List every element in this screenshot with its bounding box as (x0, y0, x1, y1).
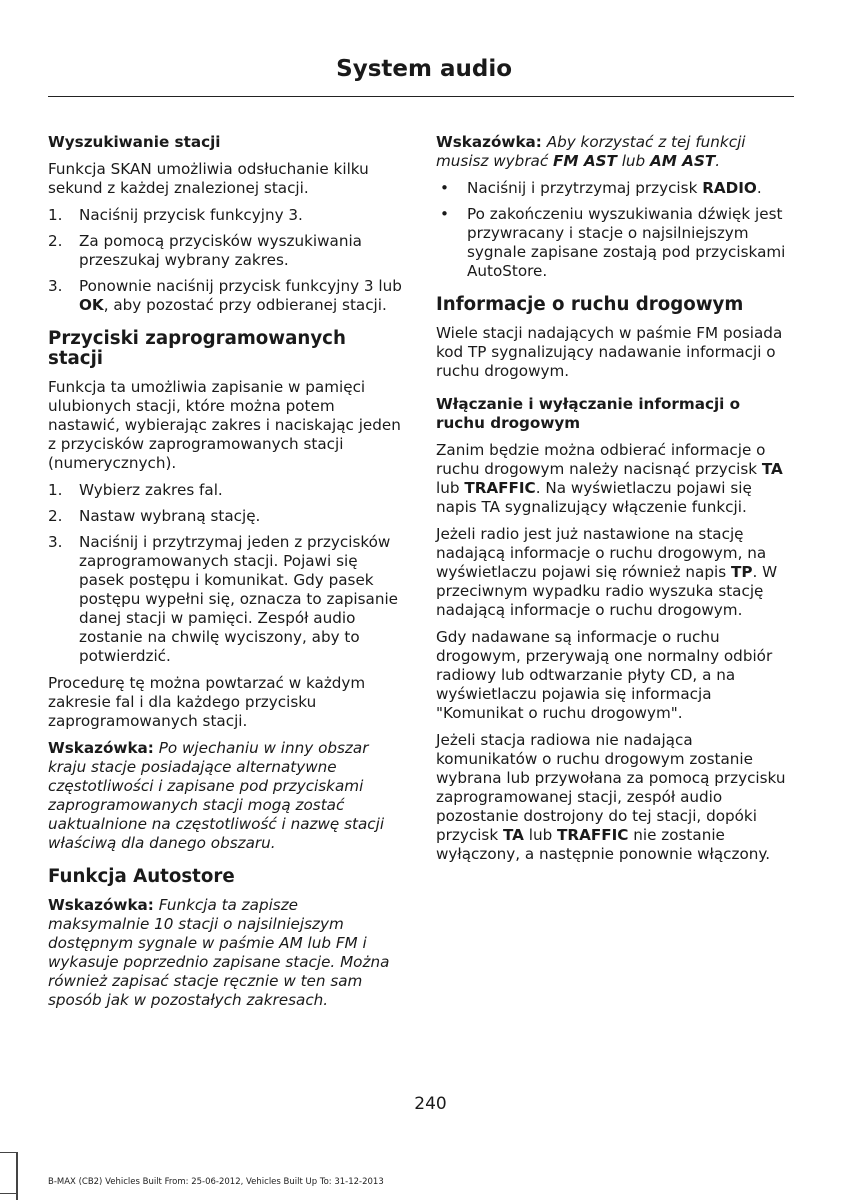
ta-key: TA (502, 826, 524, 844)
bullet-text: Po zakończeniu wyszukiwania dźwięk jest przywracany i stacje o najsilniejszym sygnale zapisane zostają pod przyciskami AutoStore. (467, 205, 786, 280)
bullet-text: . (756, 179, 762, 197)
step-text: , aby pozostać przy odbieranej stacji. (103, 296, 387, 314)
traffic-key: TRAFFIC (557, 826, 629, 844)
list-item (48, 481, 402, 500)
presets-note (48, 739, 402, 853)
step-text: Ponownie naciśnij przycisk funkcyjny 3 lub (79, 277, 402, 295)
list-item (436, 205, 792, 281)
left-column (48, 133, 402, 1018)
traffic-paragraph-3: Gdy nadawane są informacje o ruchu drogowym, przerywają one normalny odbiór radiowy lub odtwarzanie płyty CD, a na wyświetlaczu pojawia się informacja "Komunikat o ruchu drogowym". (436, 628, 773, 722)
list-item (48, 277, 402, 315)
traffic-heading: Informacje o ruchu drogowym (436, 294, 744, 315)
ta-key: TA (761, 460, 783, 478)
bullet-mark: • (440, 179, 449, 197)
right-column (436, 133, 792, 872)
autostore-heading: Funkcja Autostore (48, 866, 235, 887)
step-number: 1. (48, 206, 63, 224)
header-rule (48, 96, 794, 97)
note-label: Wskazówka: (48, 739, 154, 757)
ok-key: OK (79, 296, 104, 314)
autostore-requirement-note (436, 133, 792, 171)
note-text: . (715, 152, 721, 170)
step-number: 2. (48, 232, 63, 250)
step-number: 2. (48, 507, 63, 525)
crop-mark (0, 1152, 16, 1153)
presets-heading: Przyciski zaprogramowanych stacji (48, 328, 346, 369)
list-item (48, 507, 402, 526)
note-label: Wskazówka: (48, 896, 154, 914)
traffic-paragraph-4: Jeżeli stacja radiowa nie nadająca komunikatów o ruchu drogowym zostanie wybrana lub przywołana za pomocą przycisku zaprogramowanej stacji, zespół audio pozostanie dostrojony do tej stacji, dopóki przycisk TA lub TRAFFIC nie zostanie wyłączony, a następnie ponownie włączony. (436, 731, 786, 863)
step-text: Wybierz zakres fal. (79, 481, 223, 499)
traffic-paragraph-2: Jeżeli radio jest już nastawione na stację nadającą informacje o ruchu drogowym, na wyświetlaczu pojawi się również napis TP. W przeciwnym wypadku radio wyszuka stację nadającą informacje o ruchu drogowym. (436, 525, 778, 619)
step-text: Za pomocą przycisków wyszukiwania przeszukaj wybrany zakres. (79, 232, 362, 269)
step-number: 3. (48, 277, 63, 295)
note-label: Wskazówka: (436, 133, 542, 151)
step-text: Nastaw wybraną stację. (79, 507, 261, 525)
step-number: 3. (48, 533, 63, 551)
presets-intro: Funkcja ta umożliwia zapisanie w pamięci ulubionych stacji, które można potem nastawić, wybierając zakres i naciskając jeden z przycisków zaprogramowanych stacji (numerycznych). (48, 378, 401, 472)
presets-steps (48, 481, 402, 666)
page-title: System audio (336, 56, 512, 82)
fm-ast-key: FM AST (553, 152, 617, 170)
search-heading: Wyszukiwanie stacji (48, 133, 221, 151)
crop-mark (0, 1193, 18, 1194)
list-item (48, 232, 402, 270)
note-text: Po wjechaniu w inny obszar kraju stacje posiadające alternatywne częstotliwości i zapisane pod przyciskami zaprogramowanych stacji mogą zostać uaktualnione na częstotliwość i nazwę stacji właściwą dla danego obszaru. (48, 739, 385, 852)
page-number: 240 (414, 1094, 447, 1114)
traffic-intro: Wiele stacji nadających w paśmie FM posiada kod TP sygnalizujący nadawanie informacji o ruchu drogowym. (436, 324, 783, 380)
step-text: Naciśnij i przytrzymaj jeden z przycisków zaprogramowanych stacji. Pojawi się pasek postępu i komunikat. Gdy pasek postępu wypełni się, oznacza to zapisanie danej stacji w pamięci. Zespół audio zostanie na chwilę wyciszony, aby to potwierdzić. (79, 533, 399, 665)
note-text: Funkcja ta zapisze maksymalnie 10 stacji o najsilniejszym dostępnym sygnale w paśmie AM lub FM i wykasuje poprzednio zapisane stacje. Można również zapisać stacje ręcznie w ten sam sposób jak w pozostałych zakresach. (48, 896, 390, 1009)
list-item (436, 179, 792, 198)
footer-text: B-MAX (CB2) Vehicles Built From: 25-06-2012, Vehicles Built Up To: 31-12-2013 (48, 1177, 384, 1187)
list-item (48, 533, 402, 666)
step-number: 1. (48, 481, 63, 499)
presets-outro: Procedurę tę można powtarzać w każdym zakresie fal i dla każdego przycisku zaprogramowanych stacji. (48, 674, 366, 730)
bullet-text: Naciśnij i przytrzymaj przycisk (467, 179, 703, 197)
traffic-subheading: Włączanie i wyłączanie informacji o ruchu drogowym (436, 395, 741, 432)
step-text: Naciśnij przycisk funkcyjny 3. (79, 206, 303, 224)
note-text: Aby korzystać z tej funkcji musisz wybrać (436, 133, 746, 170)
autostore-bullets (436, 179, 792, 281)
tp-label: TP (730, 563, 753, 581)
list-item (48, 206, 402, 225)
bullet-mark: • (440, 205, 449, 223)
traffic-key: TRAFFIC (464, 479, 536, 497)
traffic-paragraph-1: Zanim będzie można odbierać informacje o ruchu drogowym należy nacisnąć przycisk TA lub TRAFFIC. Na wyświetlaczu pojawi się napis TA sygnalizujący włączenie funkcji. (436, 441, 783, 516)
radio-key: RADIO (702, 179, 757, 197)
search-intro: Funkcja SKAN umożliwia odsłuchanie kilku sekund z każdej znalezionej stacji. (48, 160, 369, 197)
note-text: lub (616, 152, 651, 170)
search-steps (48, 206, 402, 315)
autostore-note (48, 896, 402, 1010)
am-ast-key: AM AST (650, 152, 716, 170)
